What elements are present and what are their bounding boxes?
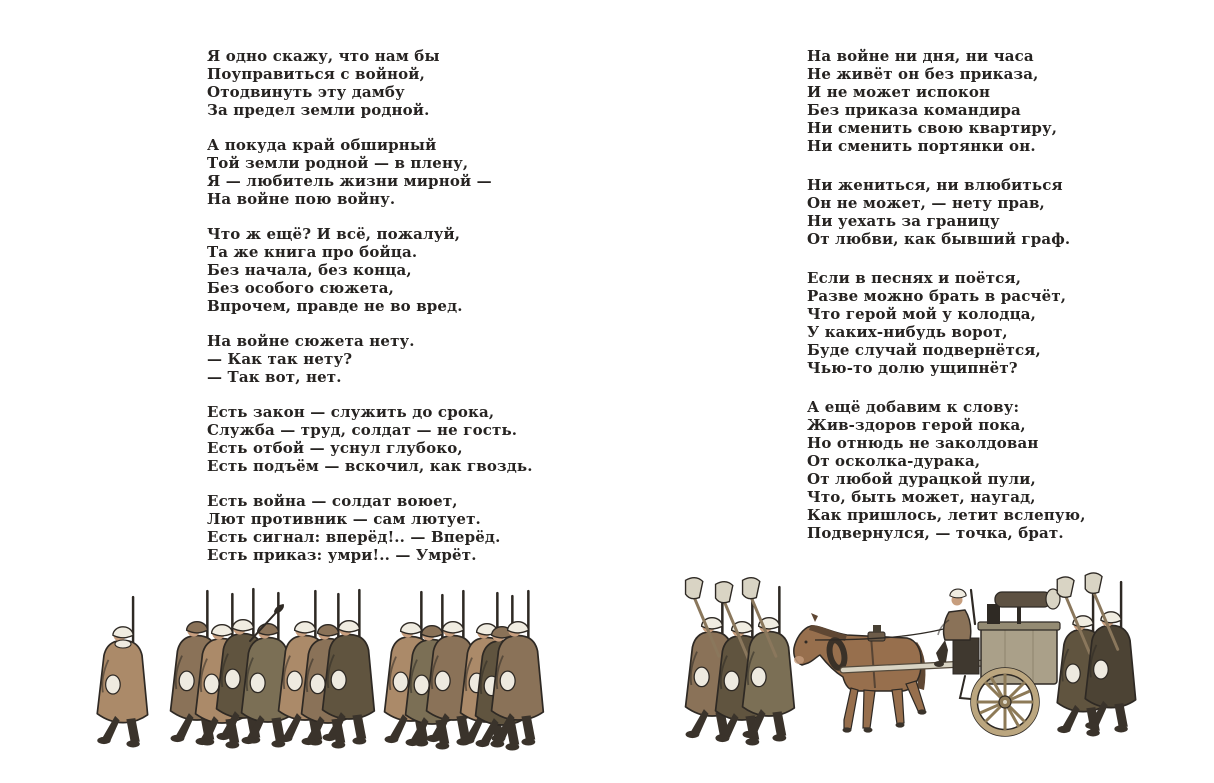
poem-line: Не живёт он без приказа, [807, 65, 1039, 83]
stanza [207, 403, 533, 475]
horse [794, 613, 927, 733]
poem-line: Той земли родной — в плену, [207, 154, 469, 172]
stovepipe-log [995, 592, 1051, 607]
poem-line: Буде случай подвернётся, [807, 341, 1041, 359]
poem-line: На войне сюжета нету. [207, 332, 415, 350]
poem-line: На войне ни дня, ни часа [807, 47, 1034, 65]
poem-line: Впрочем, правде не во вред. [207, 297, 463, 315]
poem-line: Он не может, — нету прав, [807, 194, 1045, 212]
poem-line: Что ж ещё? И всё, пожалуй, [207, 225, 461, 243]
stanza [807, 398, 1086, 542]
soldier-group [385, 591, 479, 749]
illustration-horse-cart [665, 578, 1150, 768]
soldier-group [171, 589, 294, 748]
stanza [207, 225, 533, 315]
poem-line: — Так вот, нет. [207, 368, 342, 386]
poem-line: Лют противник — сам лютует. [207, 510, 481, 528]
poem-line: Что, быть может, наугад, [807, 488, 1036, 506]
soldier-group [279, 590, 375, 748]
stanza [207, 332, 533, 386]
poem-line: Без приказа командира [807, 101, 1021, 119]
poem-line: Если в песнях и поётся, [807, 269, 1022, 287]
poem-line: Подвернулся, — точка, брат. [807, 524, 1064, 542]
poem-line: И не может испокон [807, 83, 991, 101]
left-page-text [207, 47, 533, 581]
poem-line: Без особого сюжета, [207, 279, 395, 297]
stanza [807, 176, 1086, 248]
soldier-figure [97, 597, 147, 747]
poem-line: Я одно скажу, что нам бы [207, 47, 440, 65]
poem-line: Разве можно брать в расчёт, [807, 287, 1067, 305]
poem-line: А покуда край обширный [207, 136, 437, 154]
stanza [207, 47, 533, 119]
illustration-marching-soldiers [85, 595, 565, 767]
poem-line: За предел земли родной. [207, 101, 430, 119]
soldier-group [686, 578, 795, 746]
poem-line: Есть сигнал: вперёд!.. — Вперёд. [207, 528, 501, 546]
poem-line: На войне пою войну. [207, 190, 396, 208]
poem-line: Как пришлось, летит вслепую, [807, 506, 1086, 524]
soldier-group [1057, 573, 1135, 737]
stanza [207, 136, 533, 208]
stanza [807, 269, 1086, 377]
poem-line: От осколка-дурака, [807, 452, 981, 470]
poem-line: Поуправиться с войной, [207, 65, 425, 83]
right-page-text [807, 47, 1086, 563]
poem-line: Есть закон — служить до срока, [207, 403, 495, 421]
poem-line: Ни жениться, ни влюбиться [807, 176, 1063, 194]
poem-line: Служба — труд, солдат — не гость. [207, 421, 518, 439]
poem-line: Без начала, без конца, [207, 261, 412, 279]
poem-line: Та же книга про бойца. [207, 243, 418, 261]
poem-line: Есть приказ: умри!.. — Умрёт. [207, 546, 477, 564]
poem-line: Но отнюдь не заколдован [807, 434, 1039, 452]
driver [934, 589, 979, 674]
cart-prop-stand [960, 676, 971, 699]
chimney-stack [987, 604, 1000, 624]
poem-line: Жив-здоров герой пока, [807, 416, 1026, 434]
poem-line: От любви, как бывший граф. [807, 230, 1071, 248]
poem-line: Чью-то долю ущипнёт? [807, 359, 1018, 377]
cart-wheel [971, 668, 1039, 736]
poem-line: Что герой мой у колодца, [807, 305, 1037, 323]
poem-line: Ни сменить портянки он. [807, 137, 1036, 155]
poem-line: Ни сменить свою квартиру, [807, 119, 1058, 137]
stanza [807, 47, 1086, 155]
poem-line: Ни уехать за границу [807, 212, 1000, 230]
soldier-group [461, 591, 544, 750]
poem-line: Есть подъём — вскочил, как гвоздь. [207, 457, 533, 475]
poem-line: Есть отбой — уснул глубоко, [207, 439, 463, 457]
poem-line: Отодвинуть эту дамбу [207, 83, 405, 101]
stanza [207, 492, 533, 564]
poem-line: Есть война — солдат воюет, [207, 492, 458, 510]
poem-line: А ещё добавим к слову: [807, 398, 1020, 416]
poem-line: — Как так нету? [207, 350, 353, 368]
poem-line: Я — любитель жизни мирной — [207, 172, 492, 190]
poem-line: От любой дурацкой пули, [807, 470, 1036, 488]
poem-line: У каких-нибудь ворот, [807, 323, 1008, 341]
